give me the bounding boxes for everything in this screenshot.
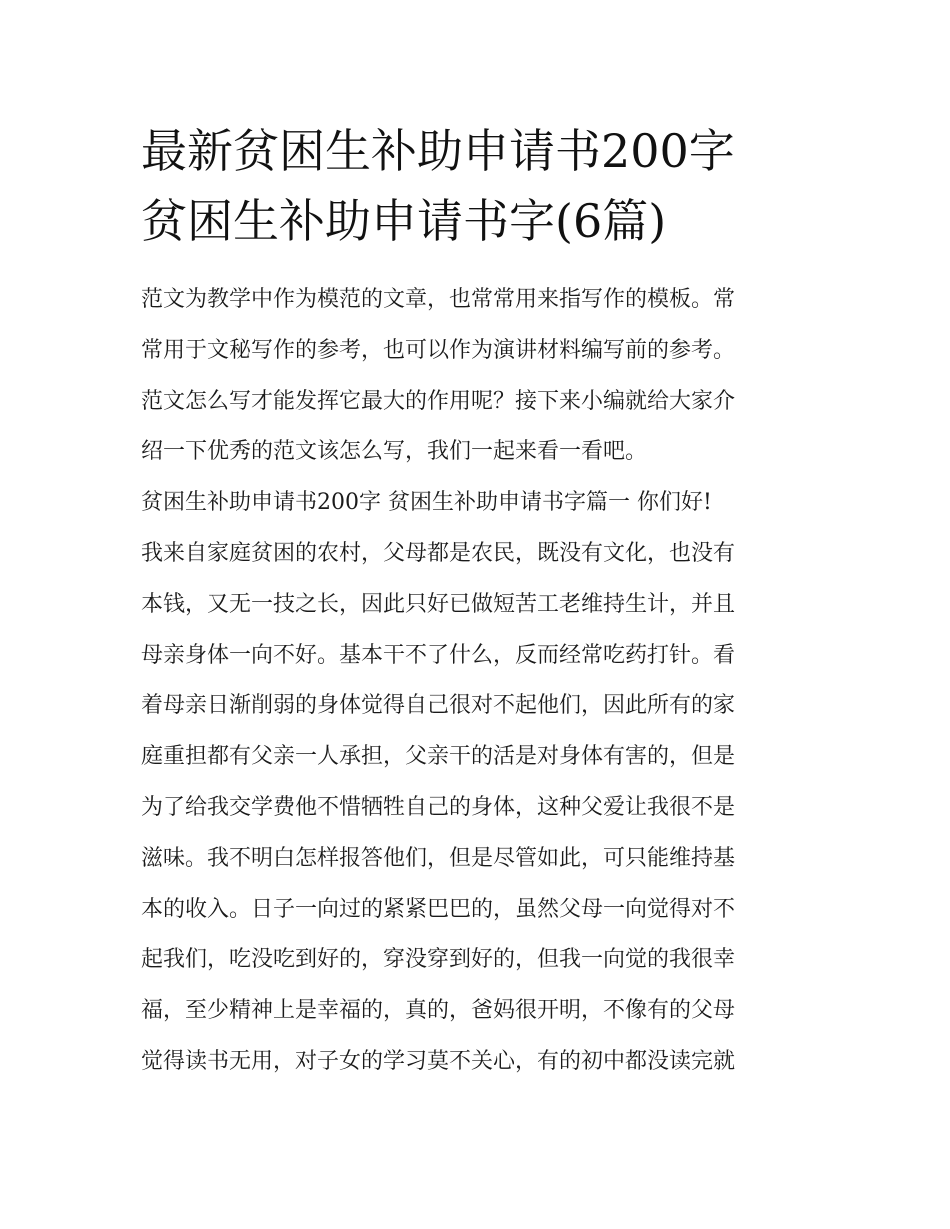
body-line: 绍一下优秀的范文该怎么写，我们一起来看一看吧。 <box>141 439 648 465</box>
body-line: 范文为教学中作为模范的文章，也常常用来指写作的模板。常 <box>141 287 736 312</box>
body-line: 范文怎么写才能发挥它最大的作用呢？接下来小编就给大家介 <box>141 388 736 414</box>
body-line: 我来自家庭贫困的农村，父母都是农民，既没有文化，也没有 <box>141 540 736 566</box>
title-line-1: 最新贫困生补助申请书200字 <box>141 124 735 178</box>
title-line-2: 贫困生补助申请书字(6篇) <box>141 194 667 248</box>
body-line: 母亲身体一向不好。基本干不了什么，反而经常吃药打针。看 <box>141 642 736 668</box>
body-line: 庭重担都有父亲一人承担，父亲干的活是对身体有害的，但是 <box>141 744 736 770</box>
document-title <box>141 116 821 256</box>
body-line: 为了给我交学费他不惜牺牲自己的身体，这种父爱让我很不是 <box>141 794 736 820</box>
body-line: 本的收入。日子一向过的紧紧巴巴的，虽然父母一向觉得对不 <box>141 896 736 922</box>
body-line: 起我们，吃没吃到好的，穿没穿到好的，但我一向觉的我很幸 <box>141 947 736 973</box>
body-line: 常用于文秘写作的参考，也可以作为演讲材料编写前的参考。 <box>141 337 736 363</box>
body-line: 滋味。我不明白怎样报答他们，但是尽管如此，可只能维持基 <box>141 845 736 871</box>
body-line: 贫困生补助申请书200字 贫困生补助申请书字篇一 你们好! <box>141 490 712 516</box>
body-line: 觉得读书无用，对子女的学习莫不关心，有的初中都没读完就 <box>141 1048 736 1074</box>
body-line: 福，至少精神上是幸福的，真的，爸妈很开明，不像有的父母 <box>141 998 736 1024</box>
body-line: 本钱，又无一技之长，因此只好已做短苦工老维持生计，并且 <box>141 591 736 617</box>
document-body <box>141 282 821 1095</box>
body-line: 着母亲日渐削弱的身体觉得自己很对不起他们，因此所有的家 <box>141 693 736 719</box>
